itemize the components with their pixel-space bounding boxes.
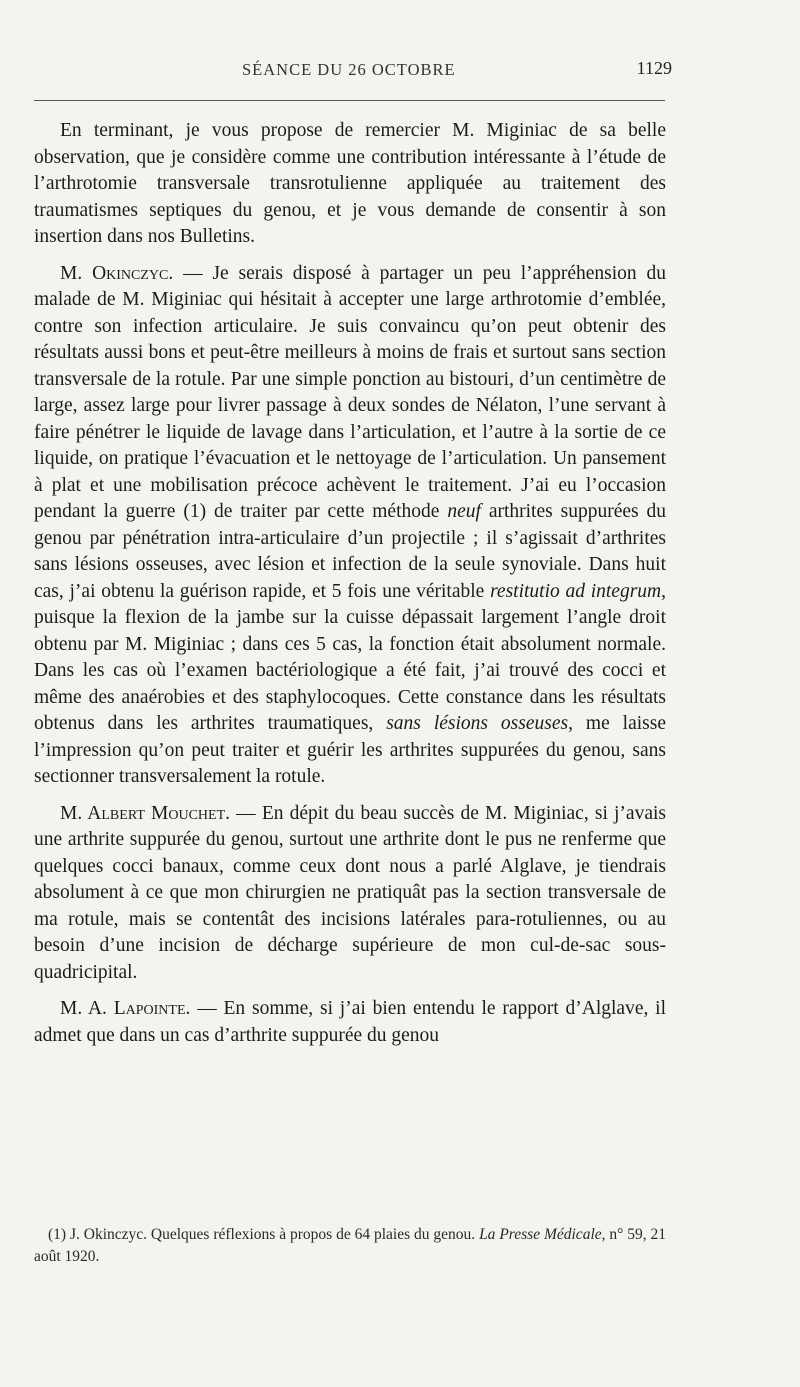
header-rule [34, 100, 665, 101]
paragraph-text: arthrites suppurées du genou par pénétration intra-articulaire d’un projectile ; il s’agissait d’arthrites sans lésions osseuses, avec lésion et infection de la seule synoviale. Dans huit cas, j’ai obtenu la guérison rapide, et 5 fois une véritable [34, 501, 667, 602]
speaker-name: M. Okinczyc. [60, 262, 174, 284]
paragraph-mouchet [34, 801, 666, 987]
paragraph-text: — En dépit du beau succès de M. Miginiac, si j’avais une arthrite suppurée du genou, surtout une arthrite dont le pus ne renferme que quelques cocci banaux, comme ceux dont nous a parlé Alglave, je tiendrais absolument à ce que mon chirurgien ne pratiquât pas la section transversale de ma rotule, mais se contentât des incisions latérales para-rotuliennes, ou au besoin d’une incision de décharge supérieure de mon cul-de-sac sous-quadricipital. [34, 802, 666, 983]
paragraph-lapointe [34, 996, 666, 1049]
paragraph-text: — En somme, si j’ai bien entendu le rapport d’Alglave, il admet que dans un cas d’arthrite suppurée du genou [34, 998, 666, 1046]
paragraph-text: , me laisse l’impression qu’on peut traiter et guérir les arthrites suppurées du genou, sans sectionner transversalement la rotule. [34, 713, 666, 787]
footnotes [34, 1224, 666, 1268]
paragraph-conclusion: En terminant, je vous propose de remercier M. Miginiac de sa belle observation, que je considère comme une contribution intéressante à l’étude de l’arthrotomie transversale transrotulienne appliquée au traitement des traumatismes septiques du genou, et je vous demande de consentir à son insertion dans nos Bulletins. [34, 120, 666, 247]
footnote-journal: La Presse Médicale [479, 1226, 602, 1243]
paragraph-text: — Je serais disposé à partager un peu l’appréhension du malade de M. Miginiac qui hésitait à accepter une large arthrotomie d’emblée, contre son infection articulaire. Je suis convaincu qu’on peut obtenir des résultats aussi bons et peut-être meilleurs à moins de frais et surtout sans section transversale de la rotule. Par une simple ponction au bistouri, d’un centimètre de large, assez large pour livrer passage à deux sondes de Nélaton, l’une servant à faire pénétrer le liquide de lavage dans l’articulation, et l’autre à la sortie de ce liquide, on pratique l’évacuation et le nettoyage de l’articulation. Un pansement à plat et une mobilisation précoce achèvent le traitement. J’ai eu l’occasion pendant la guerre (1) de traiter par cette méthode [34, 262, 666, 522]
paragraph-text: , puisque la flexion de la jambe sur la cuisse dépassait largement l’angle droit obtenu par M. Miginiac ; dans ces 5 cas, la fonction était absolument normale. Dans les cas où l’examen bactériologique a été fait, j’ai trouvé des cocci et même des anaérobies et des staphylocoques. Cette constance dans les résultats obtenus dans les arthrites traumatiques, [34, 580, 666, 734]
page-header [34, 58, 672, 88]
speaker-name: M. A. Lapointe. [60, 998, 191, 1019]
body-text [34, 118, 666, 1059]
footnote-text: (1) J. Okinczyc. Quelques réflexions à propos de 64 plaies du genou. [48, 1226, 480, 1243]
emphasis-text: sans lésions osseuses [386, 713, 569, 734]
emphasis-text: restitutio ad integrum [490, 580, 662, 602]
paragraph-okinczyc [34, 261, 666, 791]
emphasis-text: neuf [447, 501, 481, 522]
speaker-name: M. Albert Mouchet. [60, 802, 231, 824]
footnote [34, 1224, 666, 1268]
running-head: SÉANCE DU 26 OCTOBRE [242, 60, 456, 79]
page-number: 1129 [636, 58, 672, 78]
footnote-text: , n° 59, 21 août 1920. [34, 1226, 666, 1265]
